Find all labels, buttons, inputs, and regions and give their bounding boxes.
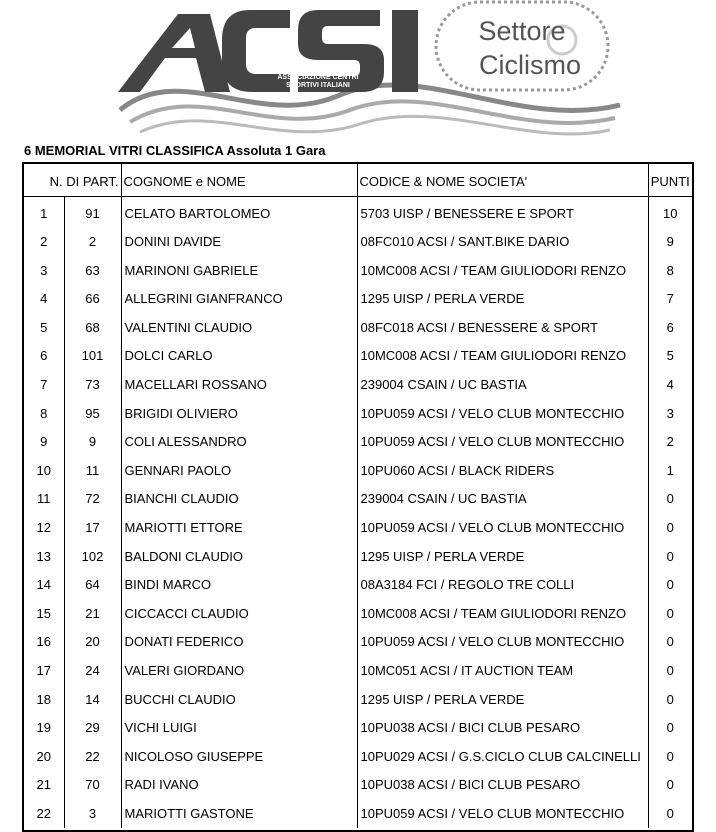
cell-bib-number: 24 [64,657,121,686]
table-row [24,743,692,772]
cell-name: GENNARI PAOLO [121,457,357,486]
cell-name: MARIOTTI ETTORE [121,514,357,543]
cell-points: 0 [648,800,692,829]
cell-points: 2 [648,428,692,457]
cell-name: DONATI FEDERICO [121,628,357,657]
cell-name: DOLCI CARLO [121,342,357,371]
cell-club: 10PU059 ACSI / VELO CLUB MONTECCHIO [357,628,648,657]
cell-name: NICOLOSO GIUSEPPE [121,743,357,772]
cell-bib-number: 63 [64,257,121,286]
col-header-number: N. DI PART. [24,164,121,196]
cell-position: 8 [40,405,48,421]
cell-club: 10MC008 ACSI / TEAM GIULIODORI RENZO [357,342,648,371]
cell-points: 3 [648,400,692,429]
cell-name: BIANCHI CLAUDIO [121,485,357,514]
cell-position: 18 [36,691,51,707]
cell-bib-number: 14 [64,686,121,715]
cell-club: 08FC018 ACSI / BENESSERE & SPORT [357,314,648,343]
cell-club: 1295 UISP / PERLA VERDE [357,543,648,572]
cell-points: 0 [648,714,692,743]
cell-bib-number: 102 [64,543,121,572]
col-header-points: PUNTI [648,164,692,196]
cell-name: COLI ALESSANDRO [121,428,357,457]
cell-name: VALERI GIORDANO [121,657,357,686]
cell-points: 0 [648,485,692,514]
cell-club: 10PU060 ACSI / BLACK RIDERS [357,457,648,486]
cell-name: BRIGIDI OLIVIERO [121,400,357,429]
cell-club: 08FC010 ACSI / SANT.BIKE DARIO [357,228,648,257]
cell-name: MARINONI GABRIELE [121,257,357,286]
cell-points: 0 [648,628,692,657]
cell-club: 5703 UISP / BENESSERE E SPORT [357,196,648,228]
cell-bib-number: 91 [64,196,121,228]
cell-club: 08A3184 FCI / REGOLO TRE COLLI [357,571,648,600]
col-header-name: COGNOME e NOME [121,164,357,196]
logo-subtitle-2: SPORTIVI ITALIANI [286,82,350,89]
cell-bib-number: 70 [64,771,121,800]
cell-bib-number: 95 [64,400,121,429]
cell-points: 0 [648,771,692,800]
cell-club: 239004 CSAIN / UC BASTIA [357,371,648,400]
cell-bib-number: 64 [64,571,121,600]
table-row [24,342,692,371]
table-row [24,371,692,400]
cell-bib-number: 9 [64,428,121,457]
header-logos [0,0,716,140]
cell-points: 0 [648,571,692,600]
table-row [24,314,692,343]
cell-name: RADI IVANO [121,771,357,800]
table-row [24,428,692,457]
table-row [24,285,692,314]
cell-bib-number: 101 [64,342,121,371]
cell-bib-number: 66 [64,285,121,314]
table-row [24,457,692,486]
cell-position: 4 [40,291,48,307]
cell-bib-number: 72 [64,485,121,514]
cell-club: 1295 UISP / PERLA VERDE [357,285,648,314]
cell-position: 2 [40,234,48,249]
table-row [24,686,692,715]
table-row [24,771,692,800]
results-table [22,162,694,832]
cell-name: VALENTINI CLAUDIO [121,314,357,343]
cell-name: BUCCHI CLAUDIO [121,686,357,715]
cell-position: 7 [40,376,48,392]
cell-bib-number: 17 [64,514,121,543]
cell-position: 14 [36,577,51,593]
cell-name: BINDI MARCO [121,571,357,600]
cell-points: 5 [648,342,692,371]
seal-line-2: Ciclismo [478,50,582,80]
cell-points: 0 [648,543,692,572]
cell-position: 3 [40,262,48,278]
cell-points: 0 [648,686,692,715]
cell-bib-number: 11 [64,457,121,486]
cell-position: 22 [36,805,51,821]
cell-club: 10MC008 ACSI / TEAM GIULIODORI RENZO [357,600,648,629]
table-row [24,543,692,572]
table-row [24,800,692,829]
cell-points: 9 [648,228,692,257]
cell-position: 13 [36,548,51,564]
table-row [24,657,692,686]
cell-points: 0 [648,600,692,629]
cell-club: 10PU029 ACSI / G.S.CICLO CLUB CALCINELLI [357,743,648,772]
cell-club: 10PU059 ACSI / VELO CLUB MONTECCHIO [357,400,648,429]
cell-points: 10 [648,196,692,228]
document-title: 6 MEMORIAL VITRI CLASSIFICA Assoluta 1 Gara [24,143,326,158]
cell-points: 4 [648,371,692,400]
cell-name: BALDONI CLAUDIO [121,543,357,572]
table-row [24,628,692,657]
cell-bib-number: 21 [64,600,121,629]
cell-name: CICCACCI CLAUDIO [121,600,357,629]
cell-points: 0 [648,657,692,686]
seal-line-1: Settore [478,16,566,46]
cell-club: 1295 UISP / PERLA VERDE [357,686,648,715]
table-row [24,485,692,514]
cell-points: 0 [648,514,692,543]
cell-position: 16 [36,634,51,650]
logo-subtitle-1: ASSOCIAZIONE CENTRI [277,74,359,81]
acsi-logo [0,0,716,140]
cell-club: 10PU059 ACSI / VELO CLUB MONTECCHIO [357,428,648,457]
cell-position: 12 [36,519,51,535]
cell-bib-number: 22 [64,743,121,772]
cell-points: 6 [648,314,692,343]
table-header-row [24,164,692,196]
cell-position: 19 [36,720,51,736]
table-row [24,514,692,543]
cell-position: 20 [36,748,51,764]
cell-position: 15 [36,605,51,621]
table-row [24,196,692,228]
cell-points: 8 [648,257,692,286]
cell-bib-number: 20 [64,628,121,657]
cell-club: 10PU059 ACSI / VELO CLUB MONTECCHIO [357,800,648,829]
cell-club: 10PU038 ACSI / BICI CLUB PESARO [357,714,648,743]
cell-name: ALLEGRINI GIANFRANCO [121,285,357,314]
cell-name: MACELLARI ROSSANO [121,371,357,400]
table-row [24,600,692,629]
cell-position: 9 [40,434,48,450]
cell-points: 0 [648,743,692,772]
cell-club: 10PU059 ACSI / VELO CLUB MONTECCHIO [357,514,648,543]
table-row [24,257,692,286]
cell-club: 10MC008 ACSI / TEAM GIULIODORI RENZO [357,257,648,286]
cell-name: DONINI DAVIDE [121,228,357,257]
cell-position: 11 [37,491,51,507]
cell-name: VICHI LUIGI [121,714,357,743]
cell-position: 6 [40,348,48,364]
table-row [24,228,692,257]
cell-position: 5 [40,319,48,335]
cell-bib-number: 68 [64,314,121,343]
cell-name: CELATO BARTOLOMEO [121,196,357,228]
cell-position: 21 [36,777,51,793]
cell-club: 10PU038 ACSI / BICI CLUB PESARO [357,771,648,800]
cell-points: 7 [648,285,692,314]
cell-bib-number: 29 [64,714,121,743]
cell-bib-number: 3 [64,800,121,829]
cell-name: MARIOTTI GASTONE [121,800,357,829]
table-row [24,714,692,743]
cell-position: 1 [40,205,48,221]
cell-club: 239004 CSAIN / UC BASTIA [357,485,648,514]
table-row [24,400,692,429]
table-row [24,571,692,600]
cell-points: 1 [648,457,692,486]
cell-bib-number: 2 [64,228,121,257]
cell-position: 10 [36,462,51,478]
col-header-club: CODICE & NOME SOCIETA' [357,164,648,196]
cell-club: 10MC051 ACSI / IT AUCTION TEAM [357,657,648,686]
cell-position: 17 [36,662,51,678]
cell-bib-number: 73 [64,371,121,400]
